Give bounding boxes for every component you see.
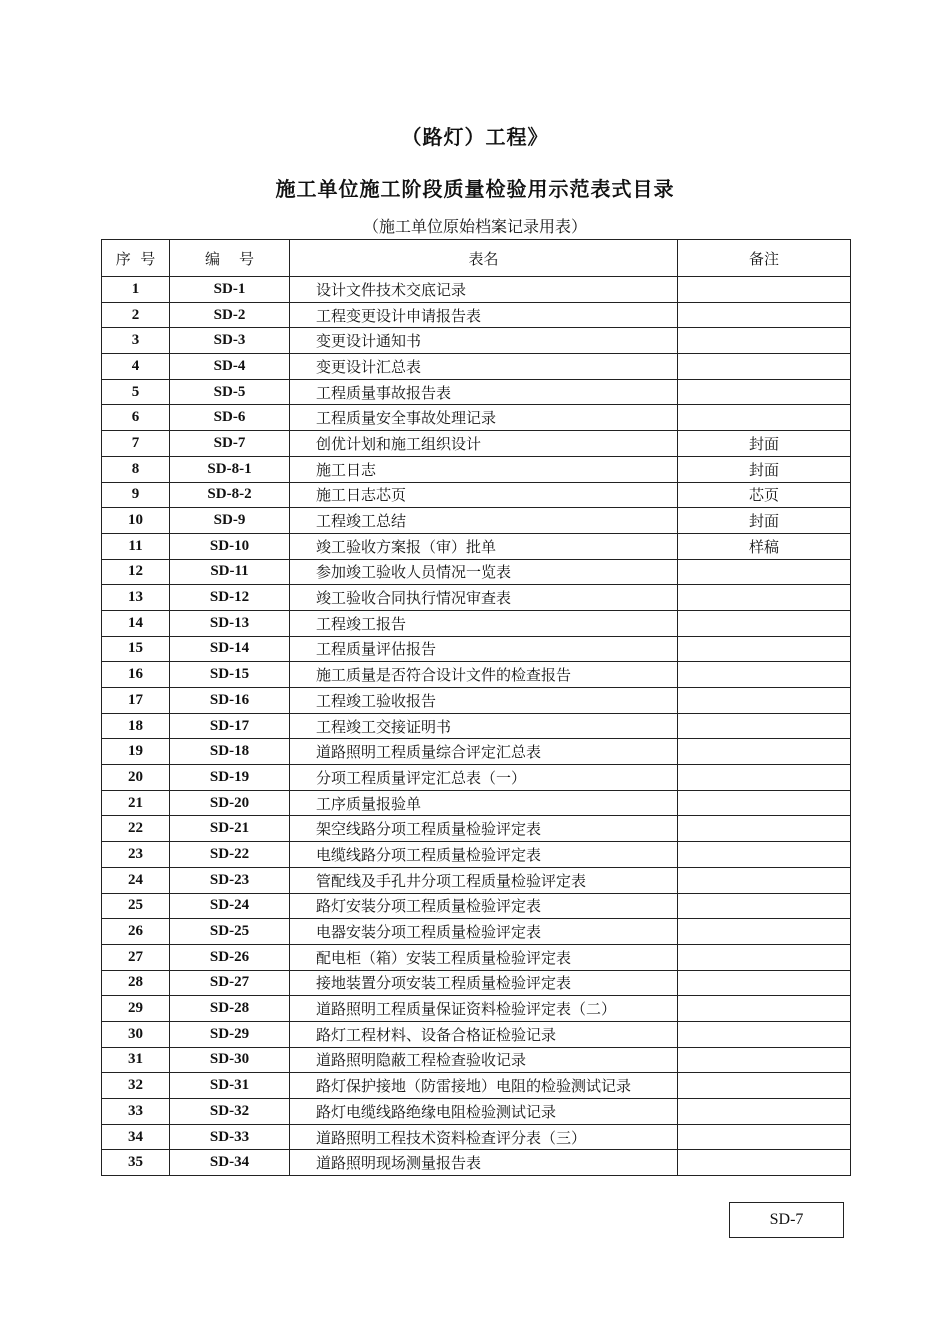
- table-row: [102, 944, 851, 970]
- row-note: [678, 610, 851, 636]
- doc-title-line1: （路灯）工程》: [401, 125, 549, 149]
- table-row: [102, 328, 851, 354]
- row-note: [678, 662, 851, 688]
- row-note: 芯页: [678, 482, 851, 508]
- row-form-name: 工程变更设计申请报告表: [290, 302, 678, 328]
- row-note: [678, 867, 851, 893]
- row-code: SD-8-1: [170, 456, 290, 482]
- row-note: [678, 559, 851, 585]
- row-code: SD-2: [170, 302, 290, 328]
- table-row: [102, 379, 851, 405]
- row-note: [678, 277, 851, 303]
- row-code: SD-30: [170, 1047, 290, 1073]
- row-note: [678, 379, 851, 405]
- row-number: 16: [102, 662, 170, 688]
- row-note: [678, 996, 851, 1022]
- catalog-table: [101, 239, 851, 1176]
- row-code: SD-6: [170, 405, 290, 431]
- row-number: 15: [102, 636, 170, 662]
- doc-title-line2: 施工单位施工阶段质量检验用示范表式目录: [275, 177, 675, 201]
- header-name: 表名: [290, 240, 678, 277]
- row-number: 11: [102, 533, 170, 559]
- row-number: 29: [102, 996, 170, 1022]
- row-number: 9: [102, 482, 170, 508]
- table-row: [102, 765, 851, 791]
- row-form-name: 架空线路分项工程质量检验评定表: [290, 816, 678, 842]
- header-no: 序 号: [102, 240, 170, 277]
- row-form-name: 工程质量事故报告表: [290, 379, 678, 405]
- row-code: SD-12: [170, 585, 290, 611]
- table-row: [102, 816, 851, 842]
- header-note: 备注: [678, 240, 851, 277]
- row-code: SD-33: [170, 1124, 290, 1150]
- row-number: 17: [102, 688, 170, 714]
- table-row: [102, 919, 851, 945]
- row-note: [678, 636, 851, 662]
- table-row: [102, 456, 851, 482]
- row-note: [678, 354, 851, 380]
- row-note: [678, 1124, 851, 1150]
- table-row: [102, 636, 851, 662]
- footer-form-code: SD-7: [729, 1202, 844, 1238]
- table-row: [102, 1021, 851, 1047]
- row-form-name: 工程质量评估报告: [290, 636, 678, 662]
- row-code: SD-22: [170, 842, 290, 868]
- row-note: [678, 739, 851, 765]
- table-row: [102, 585, 851, 611]
- row-note: [678, 328, 851, 354]
- row-number: 4: [102, 354, 170, 380]
- table-row: [102, 302, 851, 328]
- row-note: [678, 919, 851, 945]
- row-code: SD-5: [170, 379, 290, 405]
- row-note: 样稿: [678, 533, 851, 559]
- row-form-name: 工程质量安全事故处理记录: [290, 405, 678, 431]
- table-row: [102, 662, 851, 688]
- row-form-name: 工程竣工交接证明书: [290, 713, 678, 739]
- catalog-table-body: [102, 277, 851, 1176]
- row-form-name: 道路照明现场测量报告表: [290, 1150, 678, 1176]
- row-code: SD-29: [170, 1021, 290, 1047]
- row-code: SD-8-2: [170, 482, 290, 508]
- row-form-name: 电器安装分项工程质量检验评定表: [290, 919, 678, 945]
- row-code: SD-17: [170, 713, 290, 739]
- row-code: SD-18: [170, 739, 290, 765]
- row-number: 34: [102, 1124, 170, 1150]
- row-number: 5: [102, 379, 170, 405]
- row-number: 18: [102, 713, 170, 739]
- table-row: [102, 533, 851, 559]
- row-form-name: 创优计划和施工组织设计: [290, 431, 678, 457]
- row-form-name: 接地装置分项安装工程质量检验评定表: [290, 970, 678, 996]
- table-row: [102, 893, 851, 919]
- row-form-name: 道路照明工程技术资料检查评分表（三）: [290, 1124, 678, 1150]
- row-code: SD-10: [170, 533, 290, 559]
- table-row: [102, 482, 851, 508]
- table-row: [102, 277, 851, 303]
- row-code: SD-24: [170, 893, 290, 919]
- table-row: [102, 559, 851, 585]
- row-number: 12: [102, 559, 170, 585]
- row-code: SD-31: [170, 1073, 290, 1099]
- row-note: [678, 765, 851, 791]
- row-form-name: 工程竣工报告: [290, 610, 678, 636]
- row-code: SD-3: [170, 328, 290, 354]
- row-note: [678, 585, 851, 611]
- table-row: [102, 996, 851, 1022]
- row-form-name: 变更设计汇总表: [290, 354, 678, 380]
- row-form-name: 路灯保护接地（防雷接地）电阻的检验测试记录: [290, 1073, 678, 1099]
- row-number: 2: [102, 302, 170, 328]
- table-row: [102, 867, 851, 893]
- row-code: SD-27: [170, 970, 290, 996]
- doc-subtitle: （施工单位原始档案记录用表）: [362, 217, 587, 236]
- row-form-name: 设计文件技术交底记录: [290, 277, 678, 303]
- row-note: [678, 1073, 851, 1099]
- row-form-name: 道路照明工程质量保证资料检验评定表（二）: [290, 996, 678, 1022]
- row-number: 26: [102, 919, 170, 945]
- row-form-name: 分项工程质量评定汇总表（一）: [290, 765, 678, 791]
- row-code: SD-4: [170, 354, 290, 380]
- row-form-name: 道路照明工程质量综合评定汇总表: [290, 739, 678, 765]
- row-code: SD-11: [170, 559, 290, 585]
- row-code: SD-34: [170, 1150, 290, 1176]
- header-code: 编 号: [170, 240, 290, 277]
- table-row: [102, 1124, 851, 1150]
- row-form-name: 道路照明隐蔽工程检查验收记录: [290, 1047, 678, 1073]
- row-note: [678, 893, 851, 919]
- row-number: 14: [102, 610, 170, 636]
- table-row: [102, 739, 851, 765]
- row-form-name: 变更设计通知书: [290, 328, 678, 354]
- row-note: [678, 1021, 851, 1047]
- row-number: 30: [102, 1021, 170, 1047]
- table-row: [102, 405, 851, 431]
- row-code: SD-15: [170, 662, 290, 688]
- row-number: 28: [102, 970, 170, 996]
- row-number: 20: [102, 765, 170, 791]
- row-number: 22: [102, 816, 170, 842]
- row-code: SD-32: [170, 1099, 290, 1125]
- row-number: 7: [102, 431, 170, 457]
- row-note: 封面: [678, 431, 851, 457]
- row-number: 21: [102, 790, 170, 816]
- row-form-name: 工程竣工验收报告: [290, 688, 678, 714]
- row-form-name: 工序质量报验单: [290, 790, 678, 816]
- row-form-name: 配电柜（箱）安装工程质量检验评定表: [290, 944, 678, 970]
- row-number: 31: [102, 1047, 170, 1073]
- table-row: [102, 431, 851, 457]
- catalog-table-header: [102, 240, 851, 277]
- row-number: 10: [102, 508, 170, 534]
- row-code: SD-25: [170, 919, 290, 945]
- row-form-name: 施工日志: [290, 456, 678, 482]
- row-form-name: 路灯工程材料、设备合格证检验记录: [290, 1021, 678, 1047]
- row-code: SD-23: [170, 867, 290, 893]
- row-note: [678, 1047, 851, 1073]
- row-code: SD-20: [170, 790, 290, 816]
- table-row: [102, 1099, 851, 1125]
- table-row: [102, 508, 851, 534]
- row-code: SD-1: [170, 277, 290, 303]
- row-form-name: 竣工验收方案报（审）批单: [290, 533, 678, 559]
- row-note: [678, 405, 851, 431]
- row-form-name: 施工质量是否符合设计文件的检查报告: [290, 662, 678, 688]
- table-row: [102, 970, 851, 996]
- header-row: [102, 240, 851, 277]
- row-code: SD-9: [170, 508, 290, 534]
- row-note: [678, 790, 851, 816]
- row-note: 封面: [678, 456, 851, 482]
- row-number: 19: [102, 739, 170, 765]
- row-number: 24: [102, 867, 170, 893]
- row-form-name: 管配线及手孔井分项工程质量检验评定表: [290, 867, 678, 893]
- row-form-name: 工程竣工总结: [290, 508, 678, 534]
- table-row: [102, 1073, 851, 1099]
- row-note: [678, 713, 851, 739]
- row-form-name: 路灯电缆线路绝缘电阻检验测试记录: [290, 1099, 678, 1125]
- row-code: SD-13: [170, 610, 290, 636]
- row-code: SD-16: [170, 688, 290, 714]
- row-note: [678, 688, 851, 714]
- table-row: [102, 610, 851, 636]
- row-note: [678, 1150, 851, 1176]
- row-note: [678, 816, 851, 842]
- row-note: [678, 302, 851, 328]
- row-code: SD-7: [170, 431, 290, 457]
- row-form-name: 参加竣工验收人员情况一览表: [290, 559, 678, 585]
- row-note: 封面: [678, 508, 851, 534]
- row-number: 27: [102, 944, 170, 970]
- row-form-name: 电缆线路分项工程质量检验评定表: [290, 842, 678, 868]
- table-row: [102, 1150, 851, 1176]
- row-number: 35: [102, 1150, 170, 1176]
- row-code: SD-21: [170, 816, 290, 842]
- row-note: [678, 842, 851, 868]
- row-note: [678, 944, 851, 970]
- row-number: 1: [102, 277, 170, 303]
- row-form-name: 竣工验收合同执行情况审查表: [290, 585, 678, 611]
- row-code: SD-14: [170, 636, 290, 662]
- row-number: 3: [102, 328, 170, 354]
- table-row: [102, 354, 851, 380]
- row-number: 25: [102, 893, 170, 919]
- row-form-name: 路灯安装分项工程质量检验评定表: [290, 893, 678, 919]
- row-number: 32: [102, 1073, 170, 1099]
- row-number: 13: [102, 585, 170, 611]
- row-note: [678, 1099, 851, 1125]
- table-row: [102, 688, 851, 714]
- table-row: [102, 1047, 851, 1073]
- row-number: 33: [102, 1099, 170, 1125]
- row-form-name: 施工日志芯页: [290, 482, 678, 508]
- row-code: SD-28: [170, 996, 290, 1022]
- table-row: [102, 842, 851, 868]
- row-code: SD-19: [170, 765, 290, 791]
- row-number: 8: [102, 456, 170, 482]
- row-note: [678, 970, 851, 996]
- table-row: [102, 790, 851, 816]
- table-row: [102, 713, 851, 739]
- row-number: 6: [102, 405, 170, 431]
- row-code: SD-26: [170, 944, 290, 970]
- row-number: 23: [102, 842, 170, 868]
